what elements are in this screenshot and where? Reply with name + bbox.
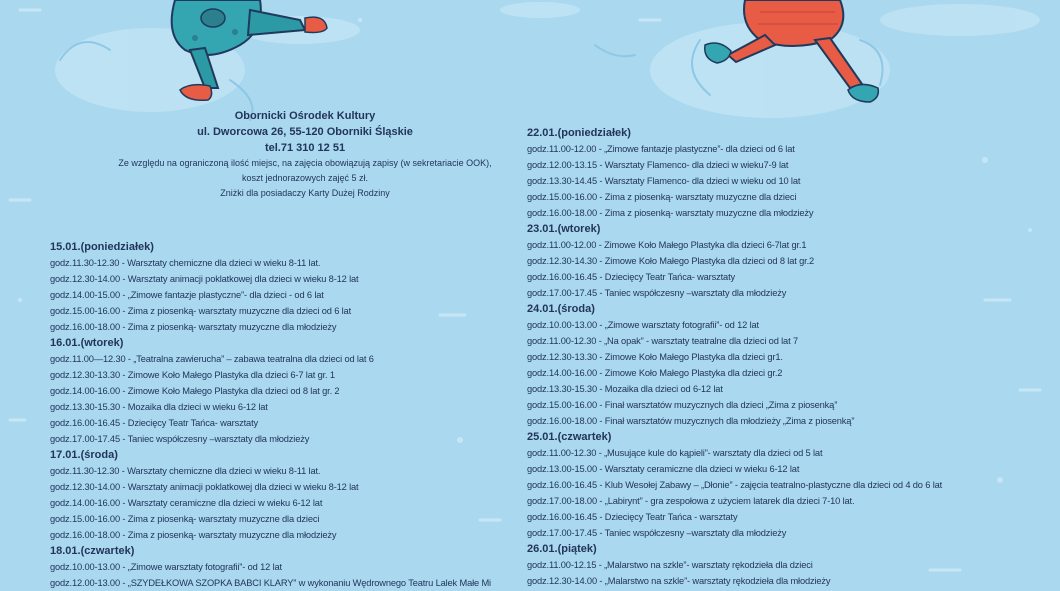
schedule-entry: godz.15.00-16.00 - Zima z piosenką- warsztaty muzyczne dla dzieci xyxy=(527,192,797,202)
schedule-entry: godz.14.00-16.00 - Zimowe Koło Małego Plastyka dla dzieci od 8 lat gr. 2 xyxy=(50,386,340,396)
organization-address: ul. Dworcowa 26, 55-120 Oborniki Śląskie xyxy=(197,126,413,138)
registration-note: Ze względu na ograniczoną ilość miejsc, na zajęcia obowiązują zapisy (w sekretariacie OOK), xyxy=(118,158,492,168)
day-heading: 22.01.(poniedziałek) xyxy=(527,127,631,139)
schedule-entry: godz.10.00-13.00 - „Zimowe warsztaty fotografii”- od 12 lat xyxy=(527,320,759,330)
schedule-entry: godz.12.30-13.30 - Zimowe Koło Małego Plastyka dla dzieci gr1. xyxy=(527,352,783,362)
schedule-entry: godz.13.30-15.30 - Mozaika dla dzieci w wieku 6-12 lat xyxy=(50,402,268,412)
contact-header xyxy=(40,108,570,201)
schedule-entry: godz.15.00-16.00 - Zima z piosenką- warsztaty muzyczne dla dzieci od 6 lat xyxy=(50,306,352,316)
schedule-entry: godz.12.00-13.15 - Warsztaty Flamenco- dla dzieci w wieku7-9 lat xyxy=(527,160,789,170)
schedule-entry: godz.17.00-17.45 - Taniec współczesny –warsztaty dla młodzieży xyxy=(527,528,787,538)
schedule-entry: godz.15.00-16.00 - Finał warsztatów muzycznych dla dzieci „Zima z piosenką” xyxy=(527,400,838,410)
schedule-entry: godz.16.00-18.00 - Zima z piosenką- warsztaty muzyczne dla młodzieży xyxy=(527,208,814,218)
schedule-entry: godz.14.00-16.00 - Warsztaty ceramiczne dla dzieci w wieku 6-12 lat xyxy=(50,498,323,508)
schedule-entry: godz.11.00-12.30 - „Na opak” - warsztaty teatralne dla dzieci od lat 7 xyxy=(527,336,798,346)
schedule-entry: godz.16.00-18.00 - Zima z piosenką- warsztaty muzyczne dla młodzieży xyxy=(50,322,337,332)
day-heading: 25.01.(czwartek) xyxy=(527,431,612,443)
discount-note: Zniżki dla posiadaczy Karty Dużej Rodziny xyxy=(220,188,390,198)
schedule-entry: godz.15.00-16.00 - Zima z piosenką- warsztaty muzyczne dla dzieci xyxy=(50,514,320,524)
schedule-entry: godz.11.00—12.30 - „Teatralna zawierucha” – zabawa teatralna dla dzieci od lat 6 xyxy=(50,354,374,364)
schedule-entry: godz.14.00-16.00 - Zimowe Koło Małego Plastyka dla dzieci gr.2 xyxy=(527,368,783,378)
schedule-entry: godz.12.30-14.00 - Warsztaty animacji poklatkowej dla dzieci w wieku 8-12 lat xyxy=(50,274,359,284)
schedule-entry: godz.16.00-18.00 - Finał warsztatów muzycznych dla młodzieży „Zima z piosenką” xyxy=(527,416,855,426)
schedule-entry: godz.17.00-18.00 - „Labirynt” - gra zespołowa z użyciem latarek dla dzieci 7-10 lat. xyxy=(527,496,855,506)
price-note: koszt jednorazowych zajęć 5 zł. xyxy=(241,173,369,183)
organization-phone: tel.71 310 12 51 xyxy=(264,142,346,154)
day-heading: 17.01.(środa) xyxy=(50,449,118,461)
day-heading: 24.01.(środa) xyxy=(527,303,595,315)
schedule-entry: godz.12.00-13.00 - „SZYDEŁKOWA SZOPKA BABCI KLARY” w wykonaniu Wędrownego Teatru Lalek Małe Mi xyxy=(50,578,491,588)
schedule-entry: godz.12.30-14.30 - Zimowe Koło Małego Plastyka dla dzieci od 8 lat gr.2 xyxy=(527,256,815,266)
day-heading: 18.01.(czwartek) xyxy=(50,545,135,557)
schedule-entry: godz.12.30-14.00 - „Malarstwo na szkle”- warsztaty rękodzieła dla młodzieży xyxy=(527,576,831,586)
schedule-entry: godz.11.00-12.00 - „Zimowe fantazje plastyczne”- dla dzieci od 6 lat xyxy=(527,144,795,154)
day-heading: 26.01.(piątek) xyxy=(527,543,597,555)
schedule-left-column xyxy=(50,239,491,591)
schedule-entry: godz.16.00-16.45 - Klub Wesołej Zabawy – „Dłonie” - zajęcia teatralno-plastyczne dla dzieci od 4 do 6 lat xyxy=(527,480,943,490)
schedule-right-column xyxy=(527,125,942,589)
schedule-entry: godz.16.00-18.00 - Zima z piosenką- warsztaty muzyczne dla młodzieży xyxy=(50,530,337,540)
schedule-entry: godz.12.30-13.30 - Zimowe Koło Małego Plastyka dla dzieci 6-7 lat gr. 1 xyxy=(50,370,335,380)
schedule-entry: godz.17.00-17.45 - Taniec współczesny –warsztaty dla młodzieży xyxy=(527,288,787,298)
schedule-entry: godz.16.00-16.45 - Dziecięcy Teatr Tańca - warsztaty xyxy=(527,512,738,522)
schedule-entry: godz.12.30-14.00 - Warsztaty animacji poklatkowej dla dzieci w wieku 8-12 lat xyxy=(50,482,359,492)
schedule-entry: godz.14.00-15.00 - „Zimowe fantazje plastyczne”- dla dzieci - od 6 lat xyxy=(50,290,324,300)
schedule-entry: godz.13.30-15.30 - Mozaika dla dzieci od 6-12 lat xyxy=(527,384,723,394)
day-heading: 23.01.(wtorek) xyxy=(527,223,601,235)
schedule-entry: godz.11.30-12.30 - Warsztaty chemiczne dla dzieci w wieku 8-11 lat. xyxy=(50,466,321,476)
day-heading: 15.01.(poniedziałek) xyxy=(50,241,154,253)
schedule-entry: godz.13.30-14.45 - Warsztaty Flamenco- dla dzieci w wieku od 10 lat xyxy=(527,176,801,186)
schedule-entry: godz.16.00-16.45 - Dziecięcy Teatr Tańca- warsztaty xyxy=(527,272,736,282)
schedule-entry: godz.11.00-12.00 - Zimowe Koło Małego Plastyka dla dzieci 6-7lat gr.1 xyxy=(527,240,807,250)
schedule-entry: godz.10.00-13.00 - „Zimowe warsztaty fotografii”- od 12 lat xyxy=(50,562,282,572)
schedule-entry: godz.16.00-16.45 - Dziecięcy Teatr Tańca- warsztaty xyxy=(50,418,259,428)
left-child-illustration xyxy=(172,0,327,100)
schedule-entry: godz.11.30-12.30 - Warsztaty chemiczne dla dzieci w wieku 8-11 lat. xyxy=(50,258,321,268)
schedule-entry: godz.11.00-12.15 - „Malarstwo na szkle”- warsztaty rękodzieła dla dzieci xyxy=(527,560,813,570)
day-heading: 16.01.(wtorek) xyxy=(50,337,124,349)
schedule-entry: godz.17.00-17.45 - Taniec współczesny –warsztaty dla młodzieży xyxy=(50,434,310,444)
organization-name: Obornicki Ośrodek Kultury xyxy=(234,110,376,122)
schedule-entry: godz.11.00-12.30 - „Musujące kule do kąpieli”- warsztaty dla dzieci od 5 lat xyxy=(527,448,823,458)
schedule-entry: godz.13.00-15.00 - Warsztaty ceramiczne dla dzieci w wieku 6-12 lat xyxy=(527,464,800,474)
